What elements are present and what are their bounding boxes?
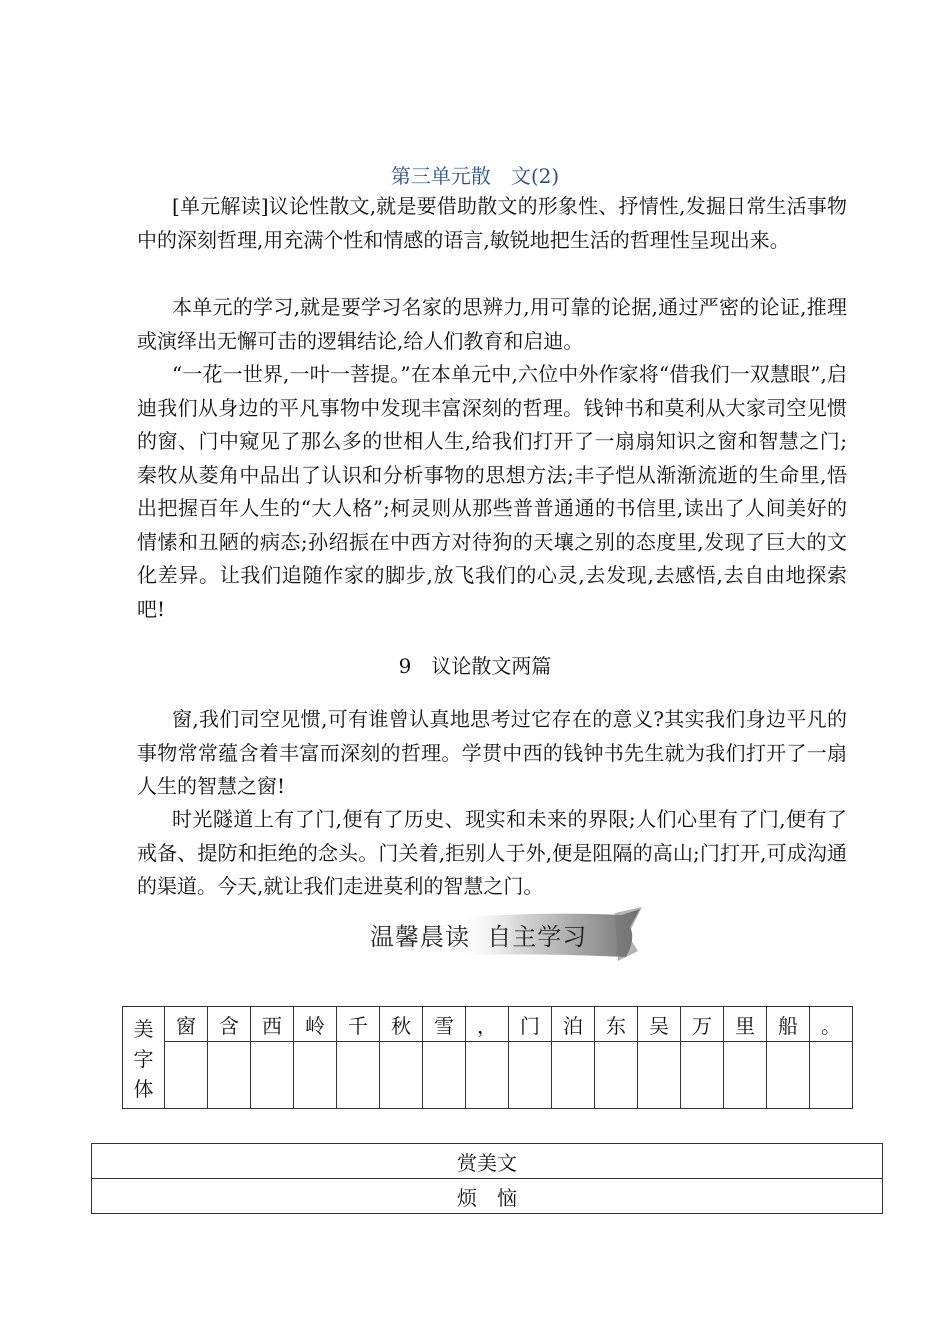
lesson-title: 9 议论散文两篇 bbox=[398, 654, 552, 678]
copybook-practice-cell[interactable] bbox=[251, 1042, 294, 1109]
copybook-practice-cell[interactable] bbox=[380, 1042, 423, 1109]
appreciation-title: 烦 恼 bbox=[92, 1179, 883, 1214]
copybook-char-cell: 吴 bbox=[638, 1007, 681, 1042]
copybook-char-cell: 岭 bbox=[294, 1007, 337, 1042]
copybook-char-cell: 里 bbox=[724, 1007, 767, 1042]
unit-intro-paragraph-3: “一花一世界,一叶一菩提。”在本单元中,六位中外作家将“借我们一双慧眼”,启迪我们从身边的平凡事物中发现丰富深刻的哲理。钱钟书和莫利从大家司空见惯的窗、门中窥见了那么多的世相人生,给我们打开了一扇扇知识之窗和智慧之门;秦牧从菱角中品出了认识和分析事物的思想方法;丰子恺从渐渐流逝的生命里,悟出把握百年人生的“大人格”;柯灵则从那些普普通通的书信里,读出了人间美好的情愫和丑陋的病态;孙绍振在中西方对待狗的天壤之别的态度里,发现了巨大的文化差异。让我们追随作家的脚步,放飞我们的心灵,去发现,去感悟,去自由地探索吧! bbox=[137, 362, 847, 621]
copybook-char-cell: 雪 bbox=[423, 1007, 466, 1042]
copybook-practice-cell[interactable] bbox=[552, 1042, 595, 1109]
copybook-practice-cell[interactable] bbox=[681, 1042, 724, 1109]
unit-title: 第三单元散 文(2) bbox=[390, 164, 560, 188]
copybook-practice-cell[interactable] bbox=[638, 1042, 681, 1109]
copybook-practice-cell[interactable] bbox=[767, 1042, 810, 1109]
copybook-char-cell: 千 bbox=[337, 1007, 380, 1042]
copybook-char-cell: 西 bbox=[251, 1007, 294, 1042]
copybook-label-char: 字 bbox=[133, 1046, 154, 1071]
copybook-char-cell: 含 bbox=[208, 1007, 251, 1042]
copybook-practice-cell[interactable] bbox=[165, 1042, 208, 1109]
lesson-paragraph-1: 窗,我们司空见惯,可有谁曾认真地思考过它存在的意义?其实我们身边平凡的事物常常蕴含着丰富而深刻的哲理。学贯中西的钱钟书先生就为我们打开了一扇人生的智慧之窗! bbox=[137, 707, 847, 798]
copybook-practice-cell[interactable] bbox=[724, 1042, 767, 1109]
copybook-label-char: 体 bbox=[133, 1076, 154, 1101]
copybook-practice-cell[interactable] bbox=[466, 1042, 509, 1109]
copybook-label-char: 美 bbox=[133, 1016, 154, 1041]
section-banner bbox=[360, 905, 645, 965]
copybook-char-cell: 门 bbox=[509, 1007, 552, 1042]
copybook-char-cell: 秋 bbox=[380, 1007, 423, 1042]
appreciation-header: 赏美文 bbox=[92, 1144, 883, 1179]
copybook-practice-cell[interactable] bbox=[294, 1042, 337, 1109]
copybook-char-cell: 窗 bbox=[165, 1007, 208, 1042]
copybook-char-cell: 泊 bbox=[552, 1007, 595, 1042]
copybook-practice-cell[interactable] bbox=[509, 1042, 552, 1109]
copybook-char-cell: 船 bbox=[767, 1007, 810, 1042]
copybook-practice-cell[interactable] bbox=[595, 1042, 638, 1109]
copybook-practice-cell[interactable] bbox=[208, 1042, 251, 1109]
copybook-practice-cell[interactable] bbox=[337, 1042, 380, 1109]
copybook-practice-cell[interactable] bbox=[810, 1042, 853, 1109]
copybook-table bbox=[122, 1006, 853, 1109]
unit-intro-paragraph-2: 本单元的学习,就是要学习名家的思辨力,用可靠的论据,通过严密的论证,推理或演绎出无懈可击的逻辑结论,给人们教育和启迪。 bbox=[137, 295, 847, 353]
copybook-practice-cell[interactable] bbox=[423, 1042, 466, 1109]
appreciation-table bbox=[91, 1143, 883, 1214]
copybook-char-cell: 万 bbox=[681, 1007, 724, 1042]
copybook-char-cell: 。 bbox=[810, 1007, 853, 1042]
banner-title: 温馨晨读 自主学习 bbox=[370, 923, 588, 951]
copybook-label bbox=[123, 1007, 165, 1109]
copybook-char-cell: ， bbox=[466, 1007, 509, 1042]
unit-intro-paragraph-1: [单元解读]议论性散文,就是要借助散文的形象性、抒情性,发掘日常生活事物中的深刻哲理,用充满个性和情感的语言,敏锐地把生活的哲理性呈现出来。 bbox=[137, 194, 847, 252]
lesson-paragraph-2: 时光隧道上有了门,便有了历史、现实和未来的界限;人们心里有了门,便有了戒备、提防和拒绝的念头。门关着,拒别人于外,便是阻隔的高山;门打开,可成沟通的渠道。今天,就让我们走进莫利的智慧之门。 bbox=[137, 807, 847, 898]
copybook-char-cell: 东 bbox=[595, 1007, 638, 1042]
